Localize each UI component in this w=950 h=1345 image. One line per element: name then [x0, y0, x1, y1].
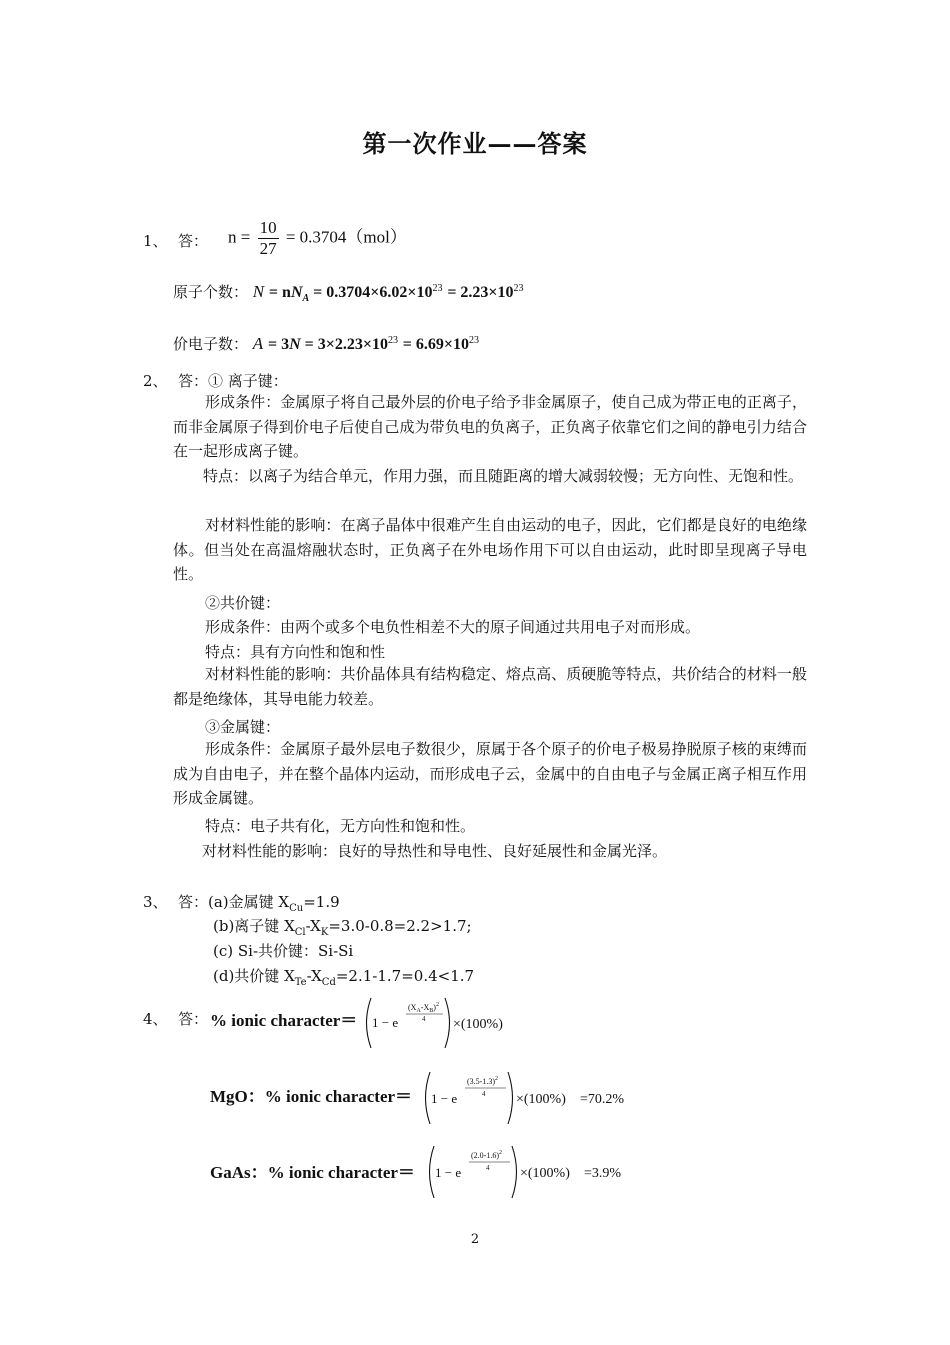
q4-general-one-minus-e: 1 − e	[372, 1015, 399, 1030]
q3-line-b: (b)离子键 $X_{Cl}-X_K=3.0-0.8=2.2>1.7$;	[213, 917, 472, 938]
q2-metallic-effect: 对材料性能的影响：良好的导热性和导电性、良好延展性和金属光泽。	[202, 842, 668, 860]
svg-text:(XA-XB)2: $(X_A-X_B)^2$	[408, 1002, 439, 1014]
page-title: 第一次作业——答案	[362, 129, 588, 158]
q4-mgo-label: MgO：% ionic character＝	[210, 1087, 413, 1106]
q1-valence-result-exp: 23	[469, 335, 480, 346]
q1-atoms-row: 原子个数： $N = nN_A = 0.3704\times 6.02\times 10^{23} = 2.23\times 10^{23}$	[173, 282, 524, 305]
q3-line-d: (d)共价键 $X_{Te}-X_{Cd}=2.1-1.7=0.4<1.7$	[213, 967, 475, 988]
q1-n-lhs: n =	[228, 227, 251, 247]
q2-covalent-feature: 特点：具有方向性和饱和性	[205, 643, 386, 661]
q1-n-rhs: = 0.3704（mol）	[285, 227, 407, 247]
q2-metallic-formation: 形成条件：金属原子最外层电子数很少，原属于各个原子的价电子极易挣脱原子核的束缚而成为自由电子，并在整个晶体内运动，而形成电子云，金属中的自由电子与金属正离子相互作用形成金属键。	[173, 740, 807, 807]
q2-ionic-effect: 对材料性能的影响：在离子晶体中很难产生自由运动的电子，因此，它们都是良好的电绝缘体。但当处在高温熔融状态时，正负离子在外电场作用下可以自由运动，此时即呈现离子导电性。	[173, 516, 807, 583]
q4-mgo-result: =70.2%	[580, 1092, 625, 1107]
q1-label: 1、	[143, 232, 168, 250]
q3-label: 3、	[143, 893, 168, 911]
q4-label: 4、	[143, 1010, 168, 1028]
q4-mgo-formula	[420, 1068, 640, 1128]
q4-gaas-label: GaAs：% ionic character＝	[210, 1163, 415, 1182]
q1-atoms-result-exp: 23	[513, 283, 524, 294]
svg-text:4: 4	[422, 1015, 426, 1023]
q1-answer-label: 答：	[178, 232, 209, 250]
svg-text:1 − e: 1 − e	[431, 1091, 458, 1106]
q4-gaas-result: =3.9%	[584, 1166, 622, 1181]
q1-n-formula	[228, 218, 407, 259]
svg-text:×(100%): ×(100%)	[520, 1166, 570, 1181]
q1-n-fraction	[258, 218, 279, 259]
q2-metallic-header: ③金属键：	[205, 718, 281, 736]
q2-ionic-formation: 形成条件：金属原子将自己最外层的价电子给予非金属原子，使自己成为带正电的正离子，而非金属原子得到价电子后使自己成为带负电的负离子，正负离子依靠它们之间的静电引力结合在一起形成离子键。	[173, 393, 807, 460]
svg-text:(2.0-1.6)2: $(2.0-1.6)^2$	[471, 1150, 502, 1160]
svg-text:×(100%): ×(100%)	[516, 1092, 566, 1107]
q1-valence-formula: = 3×2.23×10	[304, 336, 389, 353]
q4-answer-label: 答：	[178, 1010, 209, 1028]
q1-valence-result: = 6.69×10	[402, 336, 470, 353]
q4-general-times: ×(100%)	[453, 1017, 503, 1032]
q1-atoms-label: 原子个数：	[173, 283, 249, 301]
q2-label: 2、	[143, 372, 168, 390]
q2-header: 答：① 离子键：	[178, 372, 288, 390]
q4-formula-label: % ionic character＝	[210, 1011, 358, 1030]
svg-text:4: 4	[486, 1164, 490, 1172]
q4-gaas-formula	[424, 1142, 644, 1202]
q2-covalent-effect: 对材料性能的影响：共价晶体具有结构稳定、熔点高、质硬脆等特点，共价结合的材料一般都是绝缘体，其导电能力较差。	[173, 665, 807, 708]
q1-atoms-exp: 23	[432, 283, 443, 294]
svg-text:(3.5-1.3)2: $(3.5-1.3)^2$	[467, 1076, 498, 1086]
q2-metallic-feature: 特点：电子共有化，无方向性和饱和性。	[205, 817, 476, 835]
q1-atoms-result: = 2.23×10	[447, 284, 514, 301]
svg-text:4: 4	[482, 1090, 486, 1098]
page-number: 2	[470, 1232, 480, 1247]
q3-line-a: 答：(a)金属键 $X_{Cu}=1.9$	[178, 893, 340, 914]
q2-covalent-formation: 形成条件：由两个或多个电负性相差不大的原子间通过共用电子对而形成。	[205, 618, 701, 636]
q1-valence-label: 价电子数：	[173, 335, 249, 353]
q3-line-c: (c) Si-共价键：Si-Si	[213, 942, 354, 960]
q1-n-num: 10	[259, 218, 277, 237]
q1-n-den: 27	[259, 239, 277, 258]
q4-general-formula	[361, 994, 521, 1052]
svg-text:1 − e: 1 − e	[435, 1165, 462, 1180]
q2-covalent-header: ②共价键：	[205, 594, 281, 612]
q1-valence-exp: 23	[388, 335, 399, 346]
q1-valence-row: 价电子数： $A = 3N = 3\times 2.23\times 10^{23} = 6.69\times 10^{23}$	[173, 334, 480, 353]
q1-atoms-formula: = 0.3704×6.02×10	[313, 284, 433, 301]
q2-ionic-feature: 特点：以离子为结合单元，作用力强，而且随距离的增大减弱较慢；无方向性、无饱和性。	[203, 467, 804, 485]
